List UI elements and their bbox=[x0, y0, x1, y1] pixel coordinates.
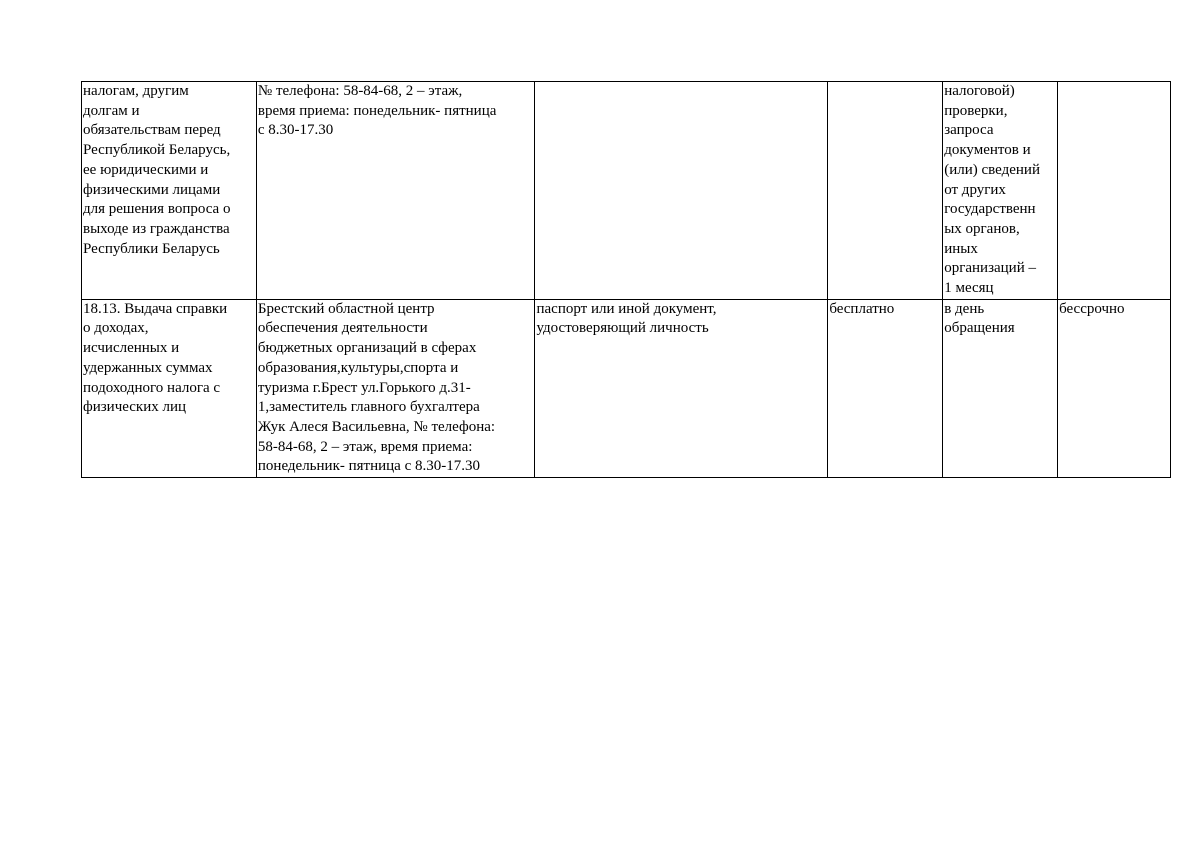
procedure-cell: налогам, другим долгам и обязательствам перед Республикой Беларусь, ее юридическими и физическими лицами для решения вопроса о выходе из гражданства Республики Беларусь bbox=[82, 82, 257, 300]
table-row bbox=[82, 299, 1171, 477]
fee-cell: бесплатно bbox=[828, 299, 943, 477]
validity-cell: бессрочно bbox=[1058, 299, 1171, 477]
organization-cell: № телефона: 58-84-68, 2 – этаж, время приема: понедельник- пятница с 8.30-17.30 bbox=[256, 82, 535, 300]
documents-cell bbox=[535, 82, 828, 300]
procedures-table bbox=[81, 81, 1171, 478]
term-cell: в день обращения bbox=[943, 299, 1058, 477]
table-row bbox=[82, 82, 1171, 300]
organization-cell: Брестский областной центр обеспечения деятельности бюджетных организаций в сферах образования,культуры,спорта и туризма г.Брест ул.Горького д.31- 1,заместитель главного бухгалтера Жук Алеся Васильевна, № телефона: 58-84-68, 2 – этаж, время приема: понедельник- пятница с 8.30-17.30 bbox=[256, 299, 535, 477]
term-cell: налоговой) проверки, запроса документов и (или) сведений от других государственн ых органов, иных организаций – 1 месяц bbox=[943, 82, 1058, 300]
documents-cell: паспорт или иной документ, удостоверяющий личность bbox=[535, 299, 828, 477]
validity-cell bbox=[1058, 82, 1171, 300]
procedure-cell: 18.13. Выдача справки о доходах, исчисленных и удержанных суммах подоходного налога с физических лиц bbox=[82, 299, 257, 477]
fee-cell bbox=[828, 82, 943, 300]
